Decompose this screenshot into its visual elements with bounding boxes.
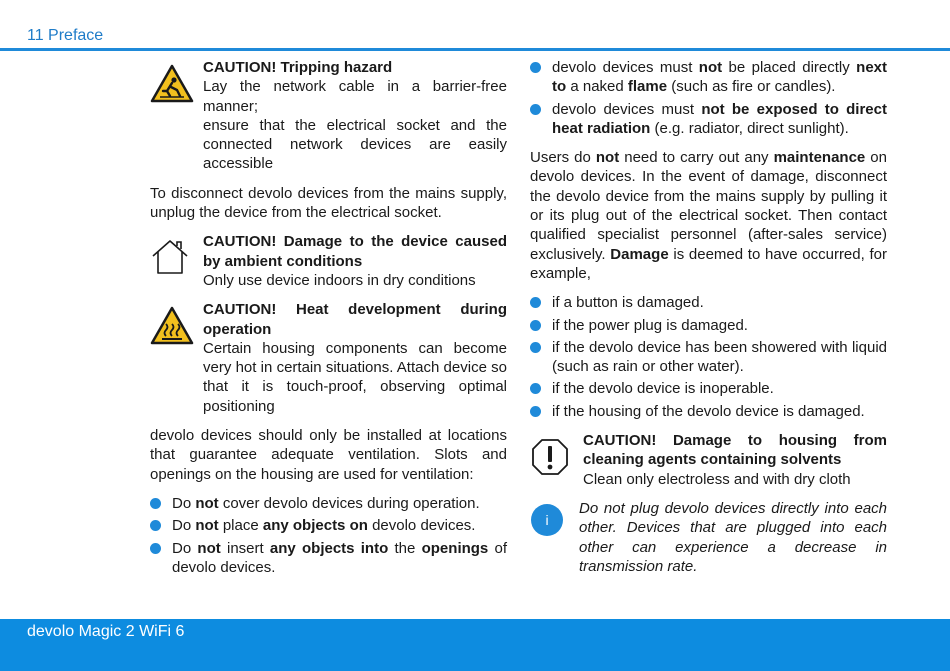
- info-note: [530, 499, 887, 576]
- caution-body: Clean only electroless and with dry cloth: [583, 470, 851, 488]
- maintenance-paragraph: Users do not need to carry out any maintenance on devolo devices. In the event of damage, disconnect the devolo device from the mains supply by pulling it or its plug out of the electrical socket. Then contact qualified specialist personnel (after-sales service) exclusively. Damage is deemed to have occurred, for example,: [530, 149, 887, 282]
- placement-list: [530, 58, 887, 138]
- left-column: [150, 58, 507, 587]
- bullet-dot: [530, 62, 541, 73]
- list-item: if a button is damaged.: [530, 293, 887, 312]
- bullet-dot: [150, 498, 161, 509]
- list-item: devolo devices must not be exposed to direct heat radiation (e.g. radiator, direct sunlight).: [530, 100, 887, 139]
- damage-list: [530, 293, 887, 421]
- caution-heading: CAUTION! Heat development during operation: [203, 301, 507, 338]
- bullet-dot: [150, 520, 161, 531]
- bullet-dot: [530, 342, 541, 353]
- caution-ambient: [150, 232, 507, 290]
- bullet-dot: [530, 297, 541, 308]
- list-item: Do not insert any objects into the openings of devolo devices.: [150, 539, 507, 578]
- caution-cleaning: [530, 431, 887, 489]
- caution-body: Lay the network cable in a barrier-free manner;: [203, 78, 507, 115]
- info-glyph: i: [545, 511, 549, 528]
- caution-body-2: ensure that the electrical socket and the connected network devices are easily accessible: [203, 116, 507, 173]
- bullet-dot: [150, 543, 161, 554]
- list-item: if the housing of the devolo device is damaged.: [530, 402, 887, 421]
- list-item: Do not place any objects on devolo devices.: [150, 516, 507, 535]
- caution-heat: [150, 300, 507, 416]
- bullet-dot: [530, 104, 541, 115]
- ventilation-list: [150, 494, 507, 577]
- section-title: 11 Preface: [27, 27, 104, 44]
- list-item: if the power plug is damaged.: [530, 316, 887, 335]
- hot-surface-icon: [150, 300, 203, 346]
- tripping-hazard-icon: [150, 58, 203, 104]
- house-icon: [150, 232, 203, 276]
- caution-heading: CAUTION! Tripping hazard: [203, 59, 393, 76]
- caution-heading: CAUTION! Damage to housing from cleaning agents containing solvents: [583, 432, 887, 469]
- info-text: Do not plug devolo devices directly into each other. Devices that are plugged into each other can experience a decrease in transmission rate.: [579, 499, 887, 575]
- page-footer: [0, 619, 950, 671]
- bullet-dot: [530, 320, 541, 331]
- header-rule: [0, 48, 950, 51]
- list-item: devolo devices must not be placed directly next to a naked flame (such as fire or candles).: [530, 58, 887, 97]
- bullet-dot: [530, 383, 541, 394]
- product-name: devolo Magic 2 WiFi 6: [27, 623, 185, 640]
- locations-paragraph: devolo devices should only be installed at locations that guarantee adequate ventilation. Slots and openings on the housing are used for ventilation:: [150, 427, 507, 483]
- caution-heading: CAUTION! Damage to the device caused by ambient conditions: [203, 233, 507, 270]
- info-icon: [530, 499, 579, 537]
- right-column: [530, 58, 887, 576]
- bullet-dot: [530, 406, 541, 417]
- caution-body: Certain housing components can become very hot in certain situations. Attach device so that it is touch-proof, observing optimal positioning: [203, 339, 507, 415]
- list-item: if the devolo device has been showered with liquid (such as rain or other water).: [530, 338, 887, 377]
- caution-body: Only use device indoors in dry conditions: [203, 271, 476, 289]
- caution-tripping: [150, 58, 507, 174]
- list-item: Do not cover devolo devices during operation.: [150, 494, 507, 513]
- disconnect-paragraph: To disconnect devolo devices from the mains supply, unplug the device from the electrical socket.: [150, 184, 507, 222]
- exclamation-icon: [530, 431, 583, 477]
- page-header: [0, 0, 950, 52]
- list-item: if the devolo device is inoperable.: [530, 379, 887, 398]
